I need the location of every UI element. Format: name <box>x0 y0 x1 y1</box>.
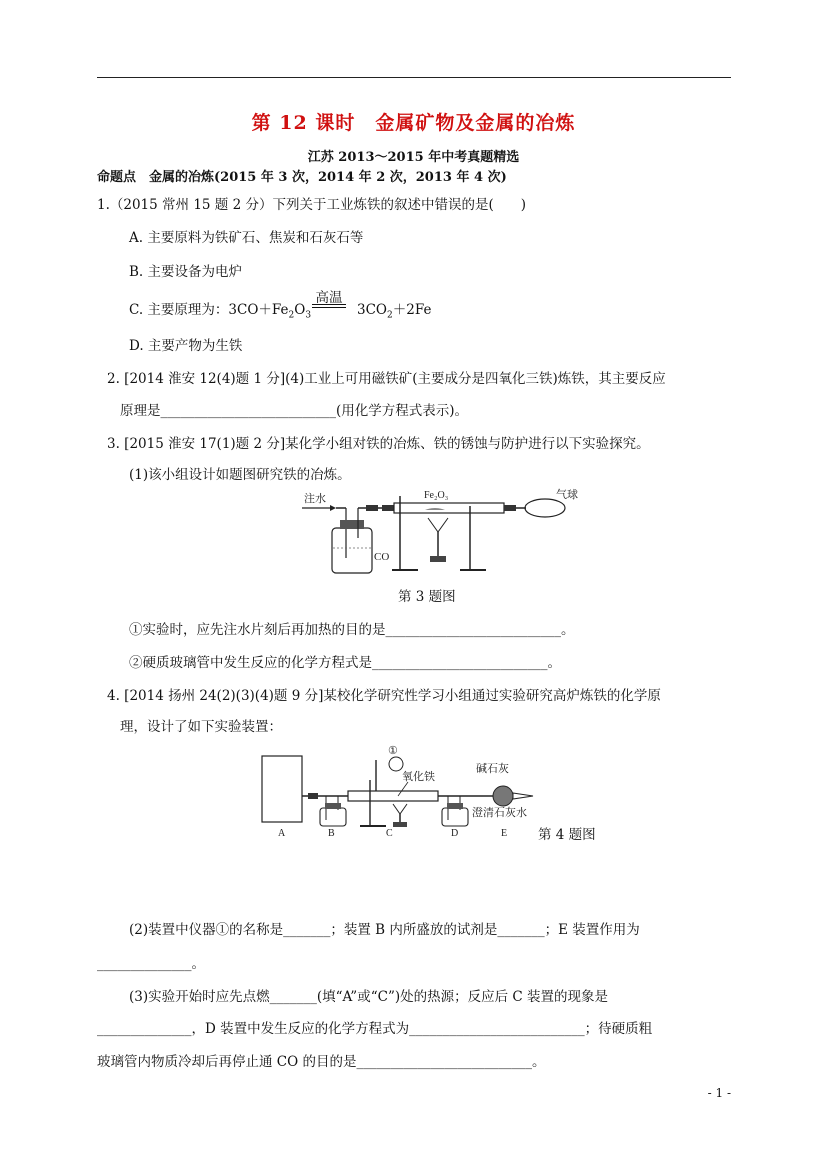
q3-apparatus-figure <box>300 488 580 580</box>
q3-sub1: (1)该小组设计如题图研究铁的冶炼。 <box>129 467 351 483</box>
gas-bottle <box>332 528 372 573</box>
q3-stem: 3. [2015 淮安 17(1)题 2 分]某化学小组对铁的冶炼、铁的锈蚀与防护进行以下实验探究。 <box>107 436 650 452</box>
q4-apparatus-figure <box>258 740 536 840</box>
q1-option-b: B. 主要设备为电炉 <box>129 264 243 280</box>
q1-reaction-condition: 高温 <box>315 290 343 306</box>
q3-part2: ②硬质玻璃管中发生反应的化学方程式是__________________________。 <box>129 655 561 671</box>
device-e-drying-tube <box>493 786 513 806</box>
letter-a: A <box>278 828 286 839</box>
q1-stem: 1.（2015 常州 15 题 2 分）下列关于工业炼铁的叙述中错误的是( ) <box>97 197 526 213</box>
equals-line-top <box>312 304 346 305</box>
topic-heading: 命题点 金属的冶炼(2015 年 3 次，2014 年 2 次，2013 年 4 次) <box>97 170 507 185</box>
q4-figure-caption: 第 4 题图 <box>538 827 596 843</box>
label-balloon: 气球 <box>556 489 578 501</box>
q4-part3-line3: 玻璃管内物质冷却后再停止通 CO 的目的是__________________________。 <box>97 1054 546 1070</box>
letter-b: B <box>328 828 335 839</box>
label-co: CO <box>374 551 390 563</box>
q4-line1: 4. [2014 扬州 24(2)(3)(4)题 9 分]某校化学研究性学习小组通过实验研究高炉炼铁的化学原 <box>107 688 661 704</box>
page-number: - 1 - <box>707 1086 731 1100</box>
letter-e: E <box>501 828 508 839</box>
balloon <box>525 499 565 517</box>
label-limewater: 澄清石灰水 <box>472 807 527 819</box>
q4-line2: 理，设计了如下实验装置： <box>120 719 282 735</box>
page-subtitle: 江苏 2013～2015 年中考真题精选 <box>307 150 520 165</box>
q4-part2-line2: ______________。 <box>97 956 205 972</box>
letter-c: C <box>386 828 393 839</box>
hard-glass-tube <box>394 503 504 513</box>
label-water: 注水 <box>304 493 326 505</box>
arrow-head <box>330 505 336 511</box>
device-b-bottle <box>320 808 346 826</box>
device-d-bottle <box>442 808 468 826</box>
q1-option-a: A. 主要原料为铁矿石、焦炭和石灰石等 <box>129 230 364 246</box>
label-iron-oxide: 氧化铁 <box>402 771 435 783</box>
q2-line1: 2. [2014 淮安 12(4)题 1 分](4)工业上可用磁铁矿(主要成分是四氧化三铁)炼铁，其主要反应 <box>107 371 666 387</box>
label-instrument-1: ① <box>388 745 398 757</box>
q2-line2: 原理是__________________________(用化学方程式表示)。 <box>120 403 469 419</box>
equals-line-bottom <box>312 307 346 308</box>
fe2o3-sample <box>425 508 445 510</box>
q1-option-c: C. 主要原理为：$3CO+Fe_2O_3$ <box>129 302 312 321</box>
q1-option-c-products: $3CO_2+2Fe$ <box>357 302 432 321</box>
q1-option-c-prefix: C. 主要原理为：3CO＋Fe <box>129 302 289 318</box>
header-rule <box>97 77 731 78</box>
label-soda-lime: 碱石灰 <box>476 763 509 775</box>
q3-part1: ①实验时，应先注水片刻后再加热的目的是__________________________。 <box>129 622 575 638</box>
q4-part3-line1: (3)实验开始时应先点燃_______(填“A”或“C”)处的热源；反应后 C 装置的现象是 <box>129 989 609 1005</box>
q4-part2-line1: (2)装置中仪器①的名称是_______；装置 B 内所盛放的试剂是_______；E 装置作用为 <box>129 922 640 938</box>
q1-option-c-suffix: ＋2Fe <box>392 302 432 318</box>
device-c-tube <box>348 791 438 801</box>
page-title: 第 12 课时 金属矿物及金属的冶炼 <box>251 112 576 134</box>
device-a <box>262 756 302 822</box>
bottle-stopper <box>340 520 364 529</box>
q4-part3-line2: ______________，D 装置中发生反应的化学方程式为__________________________；待硬质粗 <box>97 1021 653 1037</box>
q1-option-c-product: 3CO <box>357 302 387 318</box>
label-fe2o3: Fe₂O₃ <box>424 490 449 501</box>
q3-figure-caption: 第 3 题图 <box>398 589 456 605</box>
letter-d: D <box>451 828 459 839</box>
burner-flame <box>428 518 448 532</box>
q1-option-d: D. 主要产物为生铁 <box>129 338 243 354</box>
